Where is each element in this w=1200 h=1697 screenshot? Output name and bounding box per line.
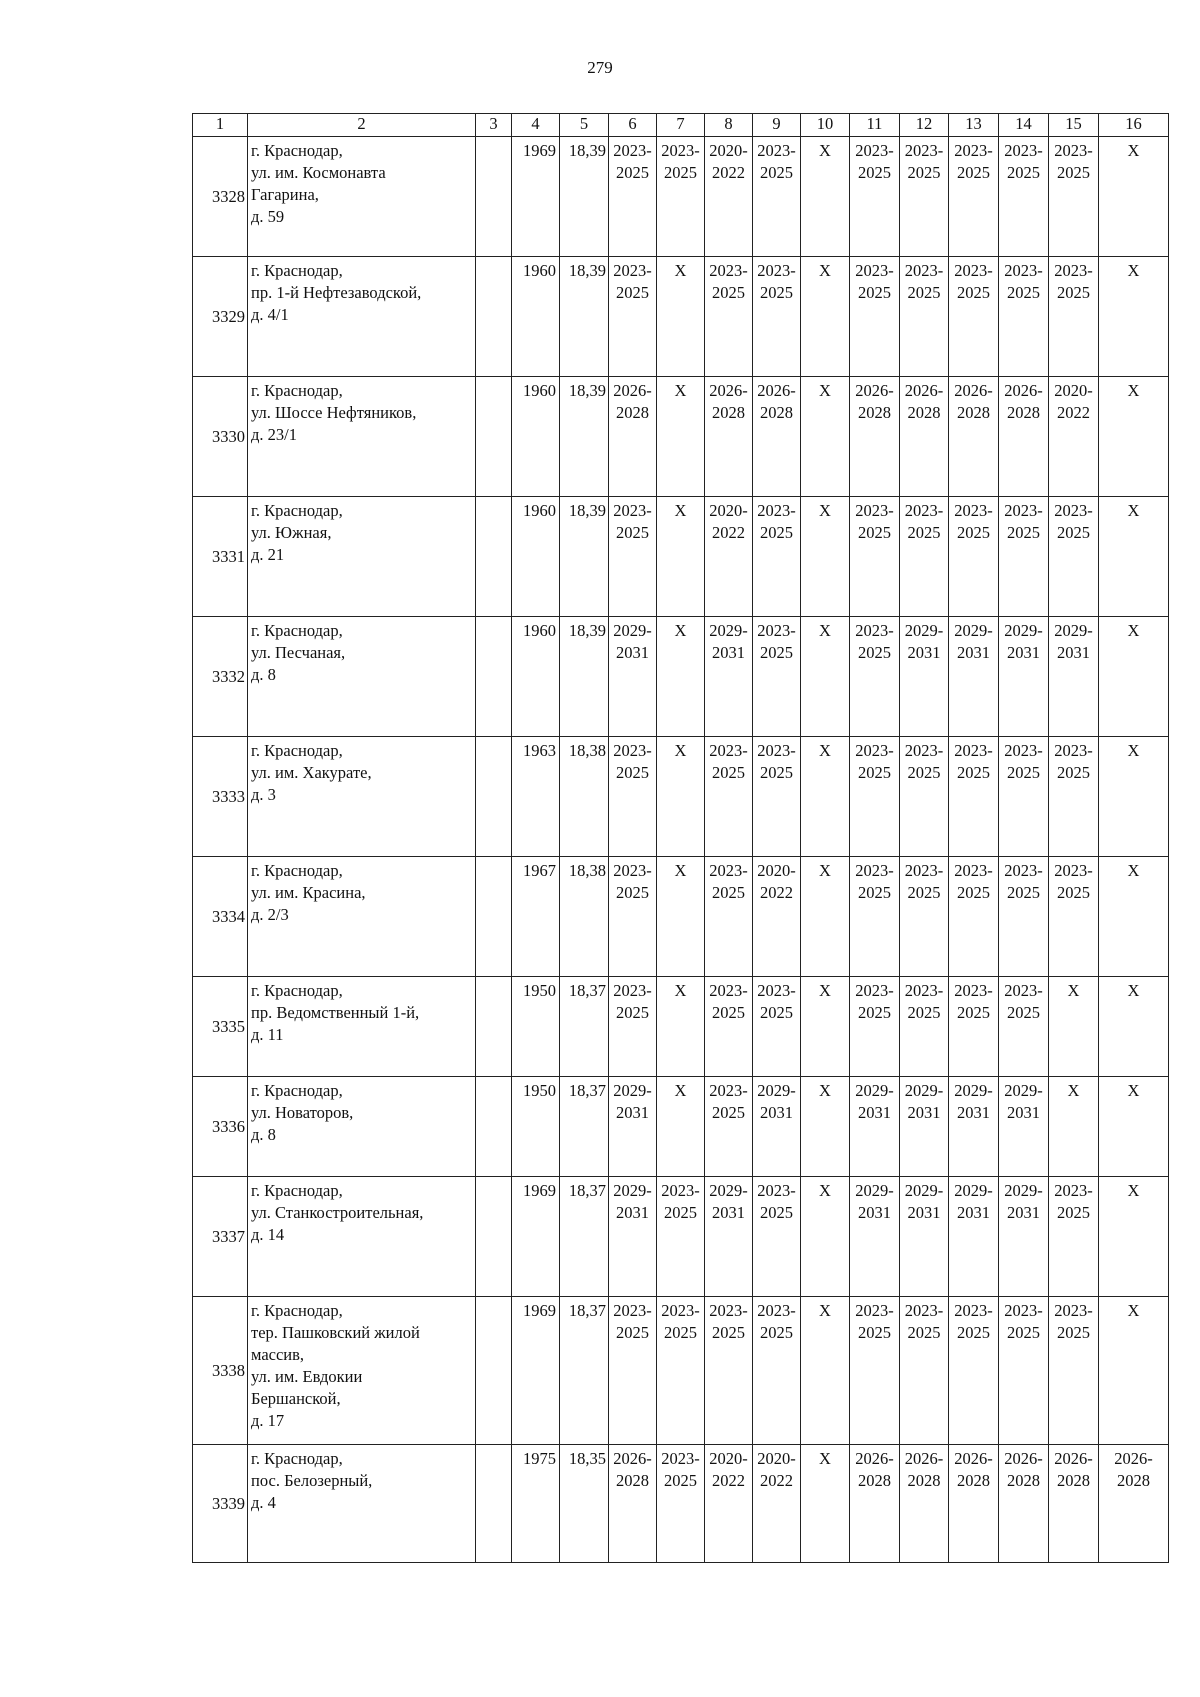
column-header: 8 — [705, 114, 753, 137]
address-line: г. Краснодар, — [251, 861, 343, 880]
address-line: пр. 1-й Нефтезаводской, — [251, 283, 422, 302]
column-header: 2 — [248, 114, 476, 137]
period-cell: X — [657, 737, 705, 857]
period-cell: X — [801, 497, 850, 617]
table-row — [193, 497, 1169, 617]
table-row — [193, 377, 1169, 497]
address-line: ул. Песчаная, — [251, 643, 346, 662]
column-3-cell — [476, 257, 512, 377]
period-cell: 2023- 2025 — [999, 1297, 1049, 1445]
row-number: 3332 — [193, 617, 248, 737]
column-3-cell — [476, 857, 512, 977]
value-cell: 18,39 — [560, 377, 609, 497]
table-row — [193, 857, 1169, 977]
address-line: г. Краснодар, — [251, 1081, 343, 1100]
value-cell: 18,35 — [560, 1445, 609, 1563]
period-cell: 2023- 2025 — [657, 1297, 705, 1445]
column-header: 15 — [1049, 114, 1099, 137]
row-number: 3329 — [193, 257, 248, 377]
row-number: 3334 — [193, 857, 248, 977]
period-cell: 2029- 2031 — [949, 1077, 999, 1177]
period-cell: 2023- 2025 — [705, 977, 753, 1077]
address-line: ул. Южная, — [251, 523, 332, 542]
period-cell: 2026- 2028 — [705, 377, 753, 497]
address-line: г. Краснодар, — [251, 141, 343, 160]
period-cell: 2023- 2025 — [949, 1297, 999, 1445]
column-3-cell — [476, 1177, 512, 1297]
year-cell: 1950 — [512, 977, 560, 1077]
period-cell: 2029- 2031 — [999, 1177, 1049, 1297]
period-cell: X — [801, 1177, 850, 1297]
period-cell: X — [1099, 1297, 1169, 1445]
address-line: д. 4 — [251, 1493, 276, 1512]
period-cell: 2023- 2025 — [609, 257, 657, 377]
value-cell: 18,37 — [560, 1297, 609, 1445]
value-cell: 18,38 — [560, 737, 609, 857]
period-cell: X — [1049, 977, 1099, 1077]
period-cell: X — [657, 1077, 705, 1177]
period-cell: 2023- 2025 — [705, 1297, 753, 1445]
address-line: д. 59 — [251, 207, 285, 226]
year-cell: 1969 — [512, 137, 560, 257]
period-cell: 2023- 2025 — [1049, 737, 1099, 857]
period-cell: X — [1099, 137, 1169, 257]
column-header: 1 — [193, 114, 248, 137]
row-number: 3337 — [193, 1177, 248, 1297]
period-cell: X — [801, 1297, 850, 1445]
row-number: 3328 — [193, 137, 248, 257]
period-cell: 2023- 2025 — [753, 737, 801, 857]
period-cell: X — [657, 377, 705, 497]
period-cell: X — [801, 737, 850, 857]
column-3-cell — [476, 1077, 512, 1177]
column-header: 13 — [949, 114, 999, 137]
table-row — [193, 1177, 1169, 1297]
period-cell: X — [1099, 1177, 1169, 1297]
period-cell: 2026- 2028 — [1099, 1445, 1169, 1563]
period-cell: 2023- 2025 — [609, 857, 657, 977]
address-cell — [248, 737, 476, 857]
period-cell: 2029- 2031 — [609, 1077, 657, 1177]
year-cell: 1960 — [512, 497, 560, 617]
period-cell: 2023- 2025 — [1049, 497, 1099, 617]
period-cell: 2026- 2028 — [753, 377, 801, 497]
year-cell: 1969 — [512, 1177, 560, 1297]
column-3-cell — [476, 1445, 512, 1563]
period-cell: 2029- 2031 — [999, 617, 1049, 737]
row-number: 3336 — [193, 1077, 248, 1177]
period-cell: 2029- 2031 — [900, 617, 949, 737]
period-cell: 2026- 2028 — [999, 1445, 1049, 1563]
period-cell: 2023- 2025 — [609, 1297, 657, 1445]
column-header: 10 — [801, 114, 850, 137]
address-line: ул. им. Красина, — [251, 883, 366, 902]
period-cell: 2023- 2025 — [609, 497, 657, 617]
row-number: 3333 — [193, 737, 248, 857]
period-cell: 2023- 2025 — [900, 137, 949, 257]
table-row — [193, 977, 1169, 1077]
period-cell: X — [657, 617, 705, 737]
period-cell: X — [801, 977, 850, 1077]
period-cell: 2023- 2025 — [900, 737, 949, 857]
value-cell: 18,37 — [560, 1177, 609, 1297]
address-line: ул. им. Космонавта — [251, 163, 386, 182]
address-line: ул. им. Хакурате, — [251, 763, 372, 782]
period-cell: 2023- 2025 — [900, 977, 949, 1077]
period-cell: 2023- 2025 — [850, 737, 900, 857]
address-cell — [248, 257, 476, 377]
address-line: г. Краснодар, — [251, 261, 343, 280]
period-cell: 2023- 2025 — [609, 737, 657, 857]
period-cell: 2023- 2025 — [850, 857, 900, 977]
address-cell — [248, 1077, 476, 1177]
address-line: г. Краснодар, — [251, 1301, 343, 1320]
period-cell: X — [657, 497, 705, 617]
period-cell: 2026- 2028 — [609, 1445, 657, 1563]
period-cell: 2029- 2031 — [705, 1177, 753, 1297]
period-cell: 2023- 2025 — [999, 137, 1049, 257]
period-cell: 2020- 2022 — [705, 137, 753, 257]
period-cell: 2023- 2025 — [753, 137, 801, 257]
period-cell: 2029- 2031 — [949, 1177, 999, 1297]
period-cell: 2023- 2025 — [850, 617, 900, 737]
address-line: д. 17 — [251, 1411, 285, 1430]
period-cell: 2020- 2022 — [705, 1445, 753, 1563]
period-cell: 2023- 2025 — [949, 497, 999, 617]
table-row — [193, 137, 1169, 257]
period-cell: 2026- 2028 — [609, 377, 657, 497]
address-cell — [248, 497, 476, 617]
year-cell: 1960 — [512, 257, 560, 377]
year-cell: 1960 — [512, 377, 560, 497]
address-line: д. 14 — [251, 1225, 285, 1244]
address-line: д. 3 — [251, 785, 276, 804]
address-line: г. Краснодар, — [251, 381, 343, 400]
column-header: 11 — [850, 114, 900, 137]
table-row — [193, 257, 1169, 377]
period-cell: X — [1099, 857, 1169, 977]
period-cell: 2023- 2025 — [753, 497, 801, 617]
period-cell: 2023- 2025 — [850, 977, 900, 1077]
period-cell: 2023- 2025 — [900, 257, 949, 377]
value-cell: 18,39 — [560, 257, 609, 377]
period-cell: 2023- 2025 — [900, 497, 949, 617]
address-line: г. Краснодар, — [251, 741, 343, 760]
address-cell — [248, 1297, 476, 1445]
period-cell: 2023- 2025 — [609, 977, 657, 1077]
period-cell: 2029- 2031 — [850, 1177, 900, 1297]
period-cell: X — [1099, 497, 1169, 617]
period-cell: X — [657, 977, 705, 1077]
period-cell: 2023- 2025 — [949, 857, 999, 977]
row-number: 3335 — [193, 977, 248, 1077]
address-line: д. 4/1 — [251, 305, 289, 324]
year-cell: 1950 — [512, 1077, 560, 1177]
period-cell: 2023- 2025 — [657, 137, 705, 257]
period-cell: 2029- 2031 — [609, 1177, 657, 1297]
address-line: массив, — [251, 1345, 305, 1364]
period-cell: 2023- 2025 — [949, 257, 999, 377]
column-header: 16 — [1099, 114, 1169, 137]
year-cell: 1960 — [512, 617, 560, 737]
row-number: 3331 — [193, 497, 248, 617]
address-line: ул. Шоссе Нефтяников, — [251, 403, 417, 422]
address-line: ул. им. Евдокии — [251, 1367, 363, 1386]
address-line: д. 2/3 — [251, 905, 289, 924]
value-cell: 18,39 — [560, 617, 609, 737]
period-cell: 2029- 2031 — [609, 617, 657, 737]
value-cell: 18,39 — [560, 497, 609, 617]
period-cell: 2029- 2031 — [850, 1077, 900, 1177]
table-row — [193, 737, 1169, 857]
period-cell: 2023- 2025 — [657, 1177, 705, 1297]
period-cell: 2029- 2031 — [999, 1077, 1049, 1177]
period-cell: X — [801, 257, 850, 377]
column-3-cell — [476, 497, 512, 617]
address-line: г. Краснодар, — [251, 1449, 343, 1468]
period-cell: X — [801, 377, 850, 497]
year-cell: 1967 — [512, 857, 560, 977]
table-row — [193, 617, 1169, 737]
period-cell: 2020- 2022 — [753, 1445, 801, 1563]
period-cell: 2023- 2025 — [705, 857, 753, 977]
address-line: д. 21 — [251, 545, 285, 564]
period-cell: X — [1099, 737, 1169, 857]
period-cell: 2026- 2028 — [850, 377, 900, 497]
address-cell — [248, 857, 476, 977]
period-cell: 2029- 2031 — [949, 617, 999, 737]
period-cell: 2023- 2025 — [850, 137, 900, 257]
address-line: г. Краснодар, — [251, 1181, 343, 1200]
address-cell — [248, 977, 476, 1077]
column-header: 5 — [560, 114, 609, 137]
period-cell: 2023- 2025 — [850, 257, 900, 377]
address-cell — [248, 137, 476, 257]
address-line: пр. Ведомственный 1-й, — [251, 1003, 420, 1022]
period-cell: 2023- 2025 — [999, 977, 1049, 1077]
column-header: 6 — [609, 114, 657, 137]
address-line: Бершанской, — [251, 1389, 341, 1408]
column-header: 12 — [900, 114, 949, 137]
address-line: д. 8 — [251, 665, 276, 684]
period-cell: X — [801, 137, 850, 257]
period-cell: X — [657, 257, 705, 377]
period-cell: 2020- 2022 — [1049, 377, 1099, 497]
period-cell: 2023- 2025 — [1049, 857, 1099, 977]
column-3-cell — [476, 137, 512, 257]
period-cell: 2023- 2025 — [900, 857, 949, 977]
year-cell: 1969 — [512, 1297, 560, 1445]
address-line: тер. Пашковский жилой — [251, 1323, 420, 1342]
period-cell: 2023- 2025 — [999, 497, 1049, 617]
period-cell: 2026- 2028 — [949, 1445, 999, 1563]
year-cell: 1963 — [512, 737, 560, 857]
column-header: 9 — [753, 114, 801, 137]
column-3-cell — [476, 617, 512, 737]
period-cell: 2023- 2025 — [705, 257, 753, 377]
housing-register-table — [192, 113, 1169, 1563]
address-line: пос. Белозерный, — [251, 1471, 373, 1490]
period-cell: 2023- 2025 — [705, 1077, 753, 1177]
column-3-cell — [476, 737, 512, 857]
address-cell — [248, 377, 476, 497]
period-cell: X — [801, 857, 850, 977]
period-cell: 2029- 2031 — [900, 1077, 949, 1177]
column-3-cell — [476, 1297, 512, 1445]
period-cell: X — [657, 857, 705, 977]
address-cell — [248, 1177, 476, 1297]
period-cell: 2023- 2025 — [657, 1445, 705, 1563]
period-cell: 2023- 2025 — [949, 137, 999, 257]
period-cell: 2020- 2022 — [753, 857, 801, 977]
address-cell — [248, 617, 476, 737]
period-cell: 2029- 2031 — [753, 1077, 801, 1177]
table-row — [193, 1445, 1169, 1563]
value-cell: 18,38 — [560, 857, 609, 977]
period-cell: 2029- 2031 — [705, 617, 753, 737]
period-cell: 2023- 2025 — [999, 737, 1049, 857]
period-cell: 2026- 2028 — [900, 1445, 949, 1563]
period-cell: X — [1049, 1077, 1099, 1177]
address-line: г. Краснодар, — [251, 621, 343, 640]
address-line: д. 23/1 — [251, 425, 297, 444]
value-cell: 18,37 — [560, 1077, 609, 1177]
period-cell: X — [1099, 617, 1169, 737]
period-cell: 2023- 2025 — [1049, 1177, 1099, 1297]
period-cell: 2023- 2025 — [850, 497, 900, 617]
column-header: 14 — [999, 114, 1049, 137]
page-number: 279 — [587, 58, 613, 77]
period-cell: X — [1099, 977, 1169, 1077]
row-number: 3338 — [193, 1297, 248, 1445]
period-cell: 2023- 2025 — [753, 617, 801, 737]
period-cell: 2029- 2031 — [900, 1177, 949, 1297]
address-line: ул. Новаторов, — [251, 1103, 354, 1122]
period-cell: 2029- 2031 — [1049, 617, 1099, 737]
address-line: г. Краснодар, — [251, 981, 343, 1000]
period-cell: 2023- 2025 — [999, 857, 1049, 977]
address-line: Гагарина, — [251, 185, 319, 204]
period-cell: X — [801, 1445, 850, 1563]
period-cell: 2023- 2025 — [999, 257, 1049, 377]
period-cell: 2026- 2028 — [999, 377, 1049, 497]
period-cell: 2026- 2028 — [900, 377, 949, 497]
period-cell: 2023- 2025 — [753, 1177, 801, 1297]
period-cell: 2026- 2028 — [850, 1445, 900, 1563]
address-line: ул. Станкостроительная, — [251, 1203, 424, 1222]
period-cell: X — [1099, 377, 1169, 497]
row-number: 3339 — [193, 1445, 248, 1563]
period-cell: 2023- 2025 — [900, 1297, 949, 1445]
period-cell: X — [1099, 1077, 1169, 1177]
address-line: г. Краснодар, — [251, 501, 343, 520]
value-cell: 18,39 — [560, 137, 609, 257]
period-cell: 2023- 2025 — [949, 737, 999, 857]
column-header: 4 — [512, 114, 560, 137]
period-cell: 2023- 2025 — [609, 137, 657, 257]
period-cell: 2023- 2025 — [850, 1297, 900, 1445]
period-cell: 2023- 2025 — [1049, 1297, 1099, 1445]
period-cell: X — [801, 1077, 850, 1177]
table-row — [193, 1297, 1169, 1445]
address-line: д. 11 — [251, 1025, 284, 1044]
period-cell: X — [1099, 257, 1169, 377]
table-row — [193, 1077, 1169, 1177]
value-cell: 18,37 — [560, 977, 609, 1077]
column-header: 3 — [476, 114, 512, 137]
row-number: 3330 — [193, 377, 248, 497]
header-row — [193, 114, 1169, 137]
period-cell: 2026- 2028 — [1049, 1445, 1099, 1563]
address-cell — [248, 1445, 476, 1563]
period-cell: 2023- 2025 — [753, 977, 801, 1077]
period-cell: 2023- 2025 — [1049, 257, 1099, 377]
period-cell: 2023- 2025 — [1049, 137, 1099, 257]
year-cell: 1975 — [512, 1445, 560, 1563]
period-cell: 2023- 2025 — [753, 257, 801, 377]
period-cell: 2026- 2028 — [949, 377, 999, 497]
column-header: 7 — [657, 114, 705, 137]
column-3-cell — [476, 377, 512, 497]
period-cell: 2020- 2022 — [705, 497, 753, 617]
period-cell: 2023- 2025 — [705, 737, 753, 857]
period-cell: 2023- 2025 — [753, 1297, 801, 1445]
period-cell: X — [801, 617, 850, 737]
address-line: д. 8 — [251, 1125, 276, 1144]
period-cell: 2023- 2025 — [949, 977, 999, 1077]
column-3-cell — [476, 977, 512, 1077]
